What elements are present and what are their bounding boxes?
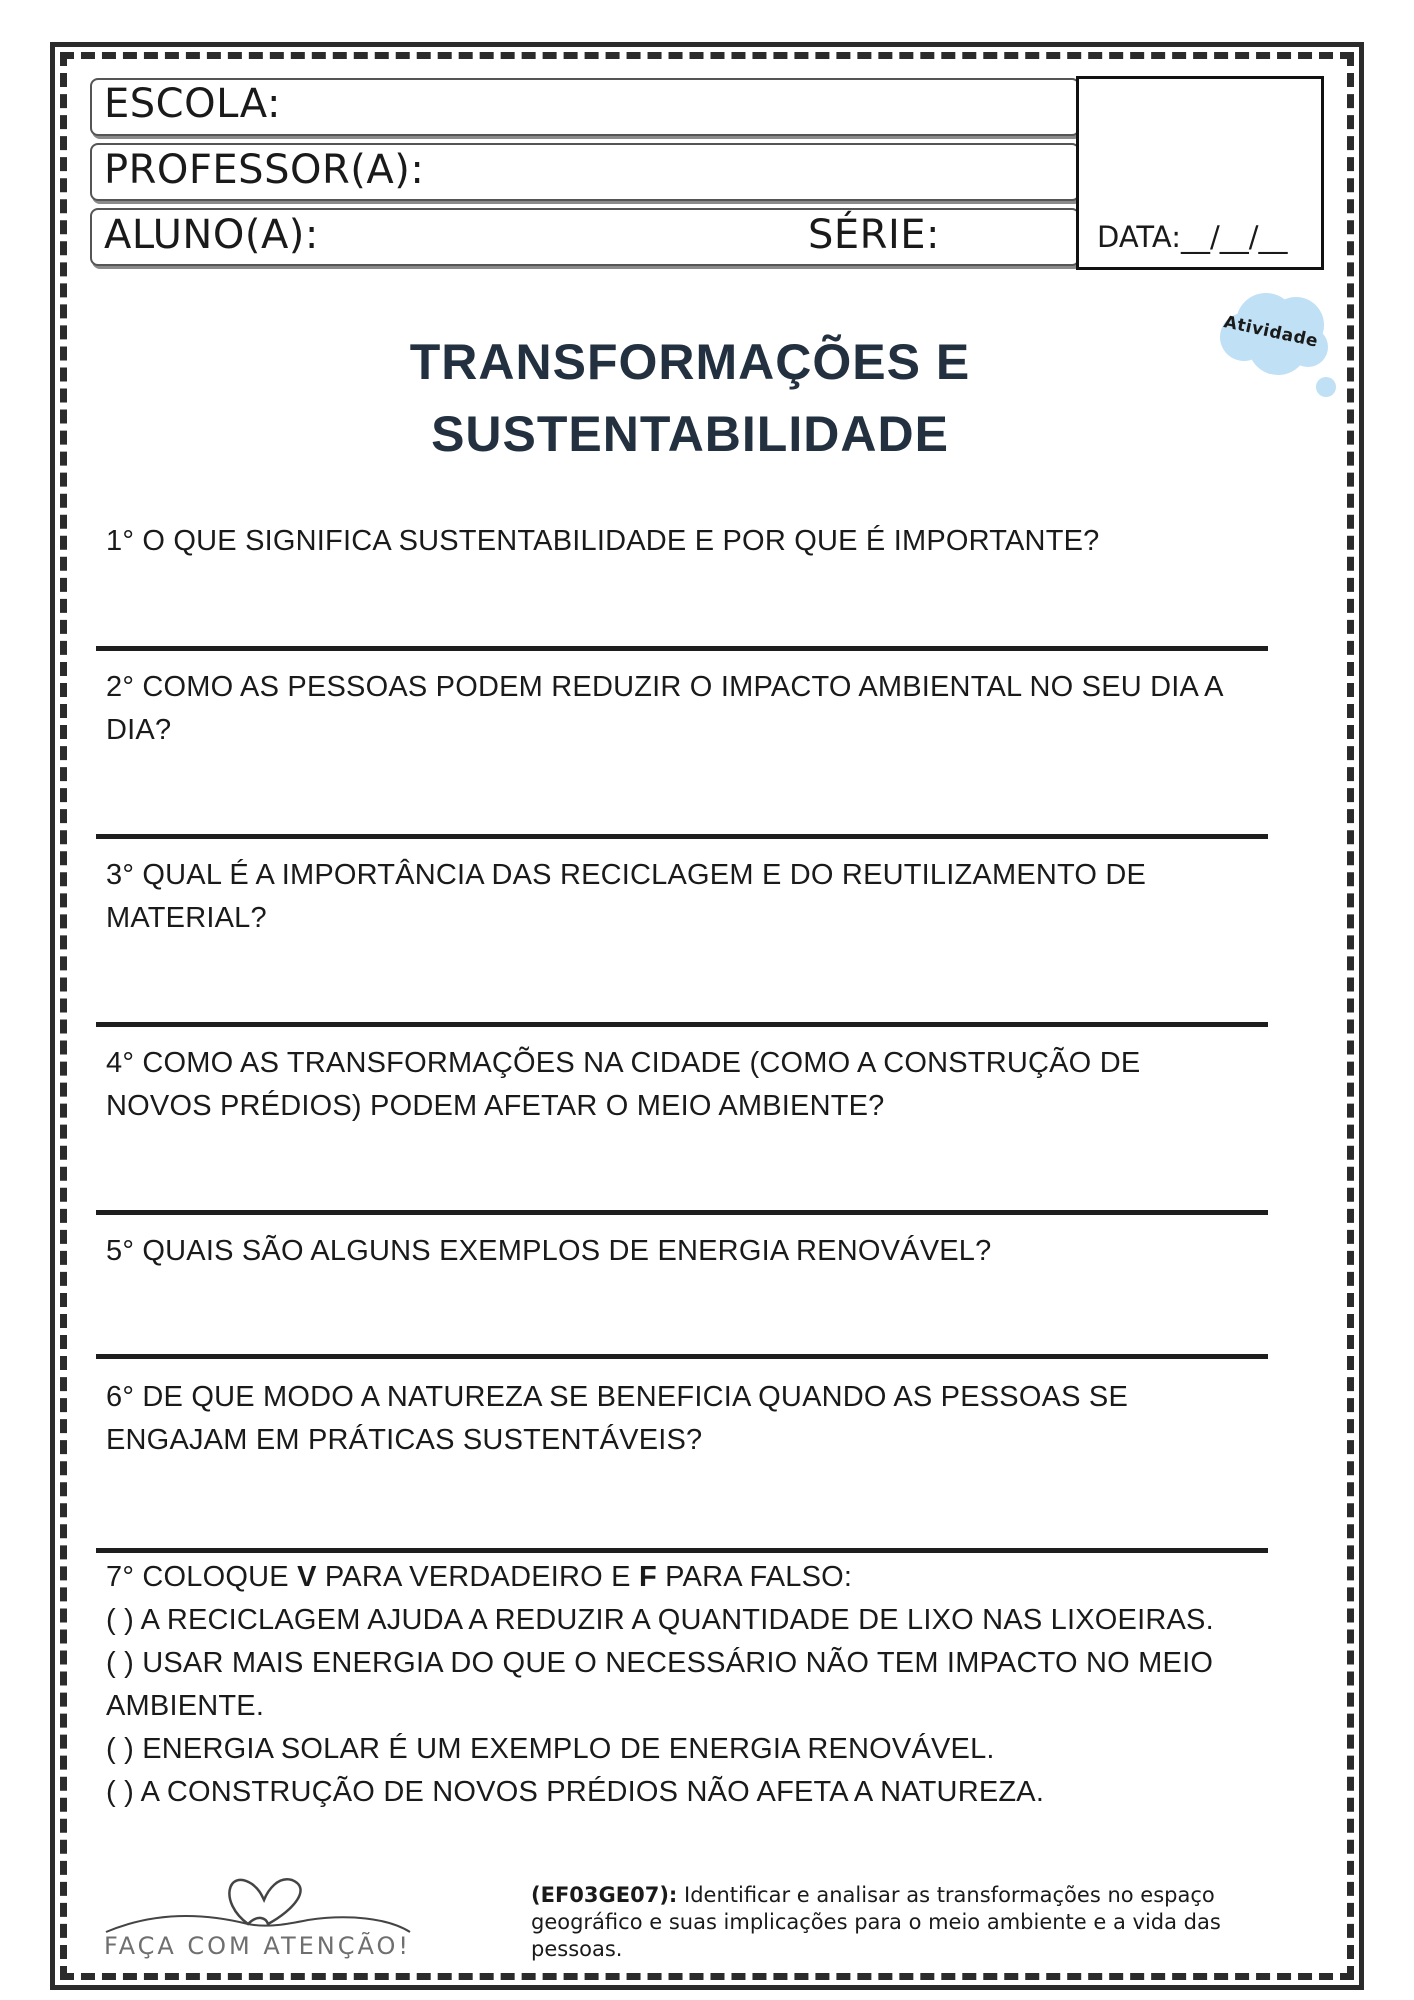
- question-4: 4° COMO AS TRANSFORMAÇÕES NA CIDADE (COMO A CONSTRUÇÃO DE NOVOS PRÉDIOS) PODEM AFETAR O MEIO AMBIENTE?: [106, 1047, 1141, 1122]
- answer-line-1: [96, 646, 1268, 651]
- q7-option[interactable]: ( ) ENERGIA SOLAR É UM EXEMPLO DE ENERGIA RENOVÁVEL.: [106, 1733, 995, 1765]
- teacher-label: PROFESSOR(A):: [104, 147, 425, 193]
- bncc-description: Identificar e analisar as transformações no espaço geográfico e suas implicações para o meio ambiente e a vida das pessoas.: [531, 1883, 1221, 1961]
- question-6: 6° DE QUE MODO A NATUREZA SE BENEFICIA QUANDO AS PESSOAS SE ENGAJAM EM PRÁTICAS SUSTENTÁVEIS?: [106, 1381, 1129, 1456]
- question-7-heading: [106, 1556, 1226, 1599]
- q7-mid: PARA VERDADEIRO E: [316, 1561, 639, 1593]
- grade-label: SÉRIE:: [808, 212, 941, 258]
- bncc-skill: [531, 1882, 1251, 1963]
- student-label: ALUNO(A):: [104, 212, 319, 258]
- q7-prefix: 7° COLOQUE: [106, 1561, 298, 1593]
- answer-line-4: [96, 1210, 1268, 1215]
- question-5: 5° QUAIS SÃO ALGUNS EXEMPLOS DE ENERGIA RENOVÁVEL?: [106, 1235, 992, 1267]
- careful-message: FAÇA COM ATENÇÃO!: [104, 1932, 411, 1960]
- question-3: 3° QUAL É A IMPORTÂNCIA DAS RECICLAGEM E DO REUTILIZAMENTO DE MATERIAL?: [106, 859, 1147, 934]
- school-label: ESCOLA:: [104, 81, 281, 127]
- title-line-2: SUSTENTABILIDADE: [431, 406, 949, 462]
- q7-option[interactable]: ( ) A CONSTRUÇÃO DE NOVOS PRÉDIOS NÃO AFETA A NATUREZA.: [106, 1776, 1045, 1808]
- date-label: DATA:__/__/__: [1097, 220, 1288, 254]
- answer-line-6: [96, 1548, 1268, 1553]
- q7-option[interactable]: ( ) USAR MAIS ENERGIA DO QUE O NECESSÁRIO NÃO TEM IMPACTO NO MEIO AMBIENTE.: [106, 1647, 1214, 1722]
- activity-badge-text: Atividade: [1221, 312, 1320, 352]
- answer-line-5: [96, 1354, 1268, 1359]
- q7-true-letter: V: [297, 1561, 317, 1593]
- page-title: [300, 326, 1080, 470]
- answer-line-2: [96, 834, 1268, 839]
- question-7: [106, 1556, 1226, 1814]
- q7-false-letter: F: [638, 1561, 657, 1593]
- answer-line-3: [96, 1022, 1268, 1027]
- bncc-code: (EF03GE07):: [531, 1883, 678, 1907]
- question-2: 2° COMO AS PESSOAS PODEM REDUZIR O IMPACTO AMBIENTAL NO SEU DIA A DIA?: [106, 671, 1223, 746]
- q7-option[interactable]: ( ) A RECICLAGEM AJUDA A REDUZIR A QUANTIDADE DE LIXO NAS LIXOEIRAS.: [106, 1604, 1214, 1636]
- question-1: 1° O QUE SIGNIFICA SUSTENTABILIDADE E POR QUE É IMPORTANTE?: [106, 525, 1100, 557]
- q7-suffix: PARA FALSO:: [656, 1561, 853, 1593]
- title-line-1: TRANSFORMAÇÕES E: [409, 334, 971, 390]
